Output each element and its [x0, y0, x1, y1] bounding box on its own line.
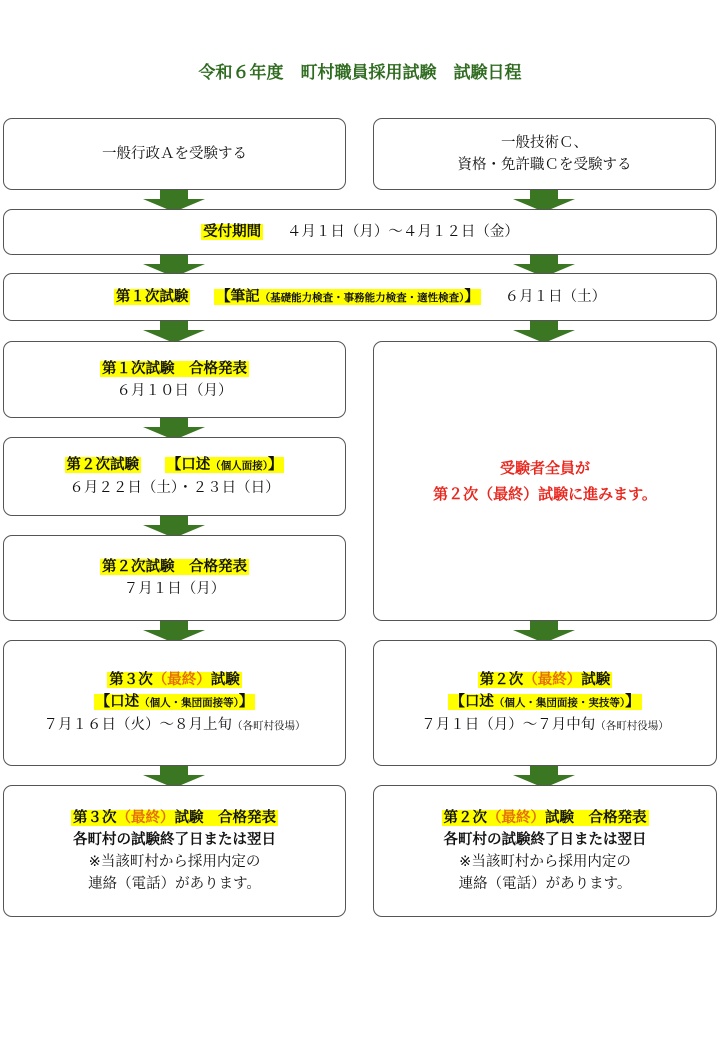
final-left-note1: ※当該町村から採用内定の [88, 854, 261, 870]
final-right-note2: 連絡（電話）があります。 [458, 876, 632, 892]
exam3-left-method: 【口述（個人・集団面接等）】 [95, 694, 254, 710]
start-box-right [373, 118, 716, 190]
exam2-result-date: ７月１日（月） [123, 581, 226, 597]
reception-dates: ４月１日（月）～４月１２日（金） [286, 224, 519, 240]
exam1-label: 第１次試験 [115, 288, 189, 305]
reception-label: 受付期間 [203, 224, 262, 240]
reception-box [3, 209, 717, 255]
final-left-box [3, 785, 346, 917]
final-left-line2: 各町村の試験終了日または翌日 [73, 832, 276, 848]
exam3-left-date: ７月１６日（火）～８月上旬 [43, 717, 232, 733]
start-left-text: 一般行政Ａを受験する [102, 146, 247, 162]
exam1-method: 【筆記（基礎能力検査・事務能力検査・適性検査）】 [216, 288, 479, 305]
final-right-box [373, 785, 717, 917]
exam1-box [3, 273, 717, 321]
final-right-note1: ※当該町村から採用内定の [459, 854, 631, 870]
final-left-label: 第３次（最終）試験 合格発表 [73, 810, 276, 826]
exam2-right-date: ７月１日（月）～７月中旬 [421, 717, 596, 733]
exam2-right-label: 第２次（最終）試験 [479, 672, 611, 688]
exam2-left-box [3, 437, 346, 516]
exam1-result-label: 第１次試験 合格発表 [102, 360, 247, 377]
right-notice-box [373, 341, 717, 621]
exam3-left-box [3, 640, 346, 766]
exam3-left-venue: （各町村役場） [232, 720, 306, 732]
final-right-label: 第２次（最終）試験 合格発表 [443, 810, 647, 826]
exam2-result-box [3, 535, 346, 621]
arrow-down-icon [513, 321, 575, 343]
page-title: 令和６年度 町村職員採用試験 試験日程 [198, 63, 522, 83]
final-right-line2: 各町村の試験終了日または翌日 [443, 832, 647, 848]
notice-line2: 第２次（最終）試験に進みます。 [433, 485, 657, 503]
exam1-result-box [3, 341, 346, 418]
exam2-result-label: 第２次試験 合格発表 [102, 559, 247, 575]
exam1-date: ６月１日（土） [504, 288, 607, 305]
start-box-left [3, 118, 346, 190]
notice-line1: 受験者全員が [499, 459, 590, 477]
final-left-note2: 連絡（電話）があります。 [88, 876, 261, 892]
start-right-line2: 資格・免許職Ｃを受験する [457, 157, 632, 173]
exam1-result-date: ６月１０日（月） [116, 382, 233, 399]
exam2-right-venue: （各町村役場） [595, 720, 669, 732]
start-right-line1: 一般技術Ｃ、 [501, 135, 588, 151]
arrow-down-icon [143, 321, 205, 343]
exam3-left-label: 第３次（最終）試験 [109, 672, 240, 688]
exam2-left-date: ６月２２日（土）・２３日（日） [69, 480, 280, 496]
exam2-left-method: 【口述（個人面接）】 [166, 457, 283, 473]
exam2-left-label: 第２次試験 [66, 457, 140, 473]
exam2-right-box [373, 640, 717, 766]
exam2-right-method: 【口述（個人・集団面接・実技等）】 [450, 694, 640, 710]
